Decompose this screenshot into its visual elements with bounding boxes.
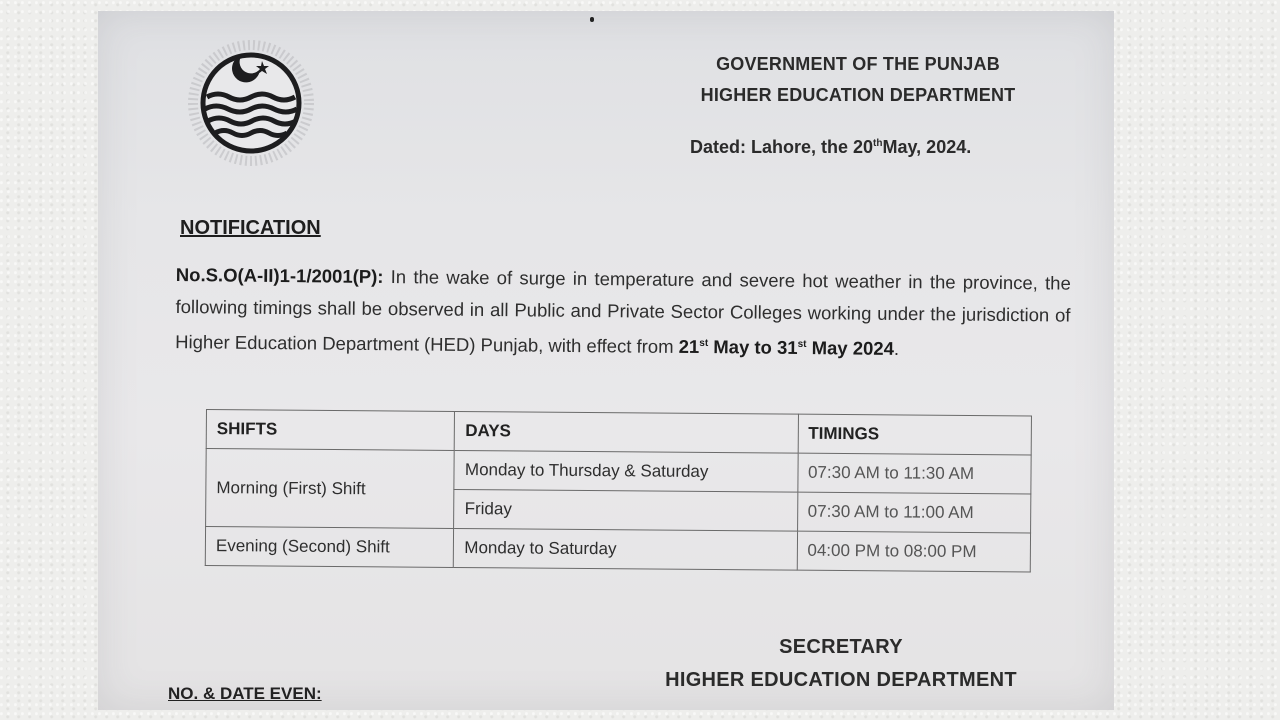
secretary-department: HIGHER EDUCATION DEPARTMENT xyxy=(665,669,1017,691)
shift-cell: Morning (First) Shift xyxy=(206,449,455,529)
shift-cell: Evening (Second) Shift xyxy=(205,527,454,568)
signature-block xyxy=(648,631,1034,697)
from-mid: May to 31 xyxy=(713,336,798,359)
header-shifts: SHIFTS xyxy=(206,410,455,451)
government-name: GOVERNMENT OF THE PUNJAB xyxy=(716,54,1000,74)
table-header-row xyxy=(206,410,1031,455)
timings-table xyxy=(205,409,1032,572)
secretary-title: SECRETARY xyxy=(779,636,903,658)
to-end: May 2024 xyxy=(811,337,895,360)
notification-title: NOTIFICATION xyxy=(180,217,321,239)
header-timings: TIMINGS xyxy=(798,414,1032,455)
days-cell: Monday to Thursday & Saturday xyxy=(454,450,797,492)
timing-cell: 07:30 AM to 11:30 AM xyxy=(797,453,1031,494)
effective-period xyxy=(679,336,894,359)
notification-body xyxy=(175,259,1071,367)
department-name: HIGHER EDUCATION DEPARTMENT xyxy=(700,85,1016,105)
days-cell: Monday to Saturday xyxy=(454,528,797,570)
dated-line xyxy=(690,137,971,158)
end-punct: . xyxy=(893,338,900,360)
header-days: DAYS xyxy=(455,411,798,453)
days-cell: Friday xyxy=(454,489,797,531)
dated-sup: th xyxy=(873,138,883,149)
notification-number: No.S.O(A-II)1-1/2001(P): xyxy=(175,263,384,287)
notification-document xyxy=(98,11,1114,710)
dated-prefix: Dated: Lahore, the 20 xyxy=(690,137,874,157)
table-row xyxy=(205,527,1030,572)
from-day: 21 xyxy=(678,335,700,358)
government-heading xyxy=(698,49,1018,111)
notification-text: In the wake of surge in temperature and severe hot weather in the province, the following timings shall be observed in all Public and Private Sector Colleges working under the jurisdiction of Higher Education Department (HED) Punjab, with effect from xyxy=(175,266,1071,357)
to-sup: st xyxy=(797,338,807,351)
ink-dot xyxy=(590,17,594,22)
dated-suffix: May, 2024. xyxy=(882,137,972,157)
punjab-seal-icon xyxy=(180,37,322,167)
from-sup: st xyxy=(699,338,709,350)
no-date-even: NO. & DATE EVEN: xyxy=(168,684,322,703)
timing-cell: 07:30 AM to 11:00 AM xyxy=(797,492,1031,533)
table-row xyxy=(206,449,1031,494)
timing-cell: 04:00 PM to 08:00 PM xyxy=(797,531,1031,572)
